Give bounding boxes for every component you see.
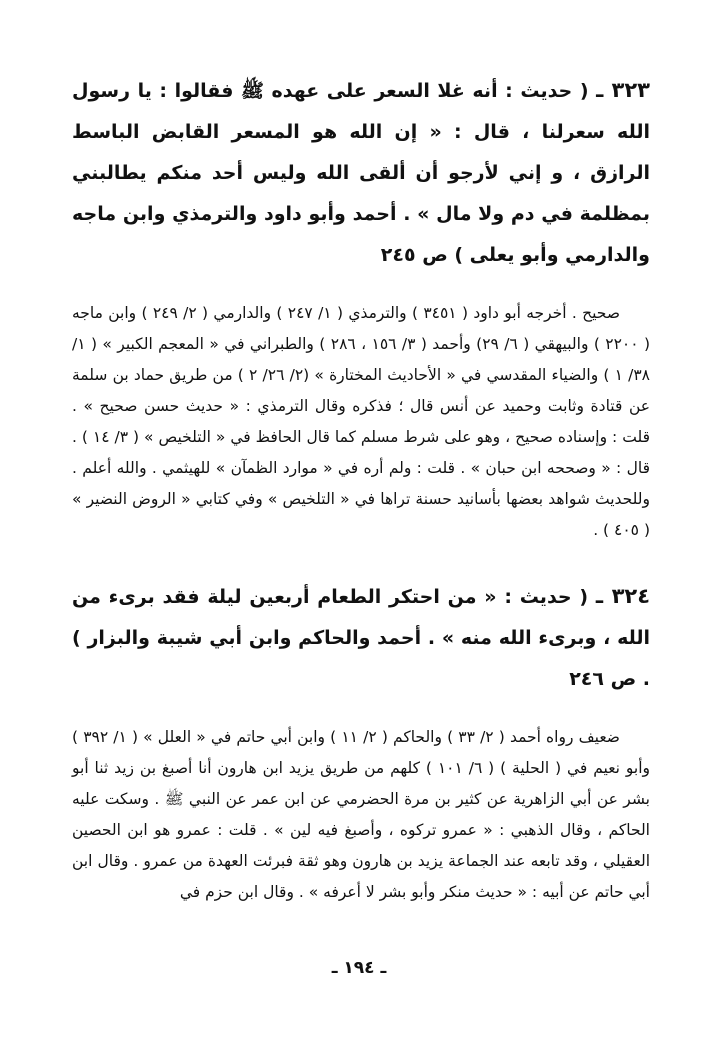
takhrij-324 [72, 722, 650, 908]
hadith-text: ( حديث : أنه غلا السعر على عهده ﷺ فقالوا : يا رسول الله سعرلنا ، قال : « إن الله هو المسعر القابض الباسط الرازق ، و إني لأرجو أن ألقى الله وليس أحد منكم يطالبني بمظلمة في دم ولا مال » . أحمد وأبو داود والترمذي وابن ماجه والدارمي وأبو يعلى ) ص ٢٤٥ [72, 80, 650, 266]
takhrij-text: رواه أحمد ( ٢/ ٣٣ ) والحاكم ( ٢/ ١١ ) وابن أبي حاتم في « العلل » ( ١/ ٣٩٢ ) وأبو نعيم في ( الحلية ) ( ٦/ ١٠١ ) كلهم من طريق يزيد ابن هارون أنا أصبغ بن زيد ثنا أبو بشر عن أبي الزاهرية عن كثير بن مرة الحضرمي عن ابن عمر عن النبي ﷺ . وسكت عليه الحاكم ، وقال الذهبي : « عمرو تركوه ، وأصبغ فيه لين » . قلت : عمرو هو ابن الحصين العقيلي ، وقد تابعه عند الجماعة يزيد بن هارون وهو ثقة فبرئت العهدة من عمرو . وقال ابن أبي حاتم عن أبيه : « حديث منكر وأبو بشر لا أعرفه » . وقال ابن حزم في [72, 728, 650, 901]
spacer [72, 276, 650, 298]
hadith-number: ٣٢٣ ـ [596, 78, 650, 102]
document-page [72, 70, 650, 908]
hadith-324 [72, 576, 650, 700]
hadith-grade: ضعيف [578, 728, 620, 746]
spacer [72, 700, 650, 722]
hadith-number: ٣٢٤ ـ [595, 584, 651, 608]
hadith-323 [72, 70, 650, 276]
spacer [72, 546, 650, 576]
hadith-grade: صحيح . [571, 304, 620, 322]
hadith-text: ( حديث : « من احتكر الطعام أربعين ليلة فقد برىء من الله ، وبرىء الله منه » . أحمد والحاكم وابن أبي شيبة والبزار ) . ص ٢٤٦ [72, 586, 650, 690]
takhrij-text: أخرجه أبو داود ( ٣٤٥١ ) والترمذي ( ١/ ٢٤٧ ) والدارمي ( ٢/ ٢٤٩ ) وابن ماجه ( ٢٢٠٠ ) والبيهقي ( ٦/ ٢٩) وأحمد ( ٣/ ١٥٦ ، ٢٨٦ ) والطبراني في « المعجم الكبير » ( ١/ ٣٨/ ١ ) والضياء المقدسي في « الأحاديث المختارة » (٢/ ٢٦/ ٢ ) من طريق حماد بن سلمة عن قتادة وثابت وحميد عن أنس قال ؛ فذكره وقال الترمذي : « حديث حسن صحيح » . قلت : وإسناده صحيح ، وهو على شرط مسلم كما قال الحافظ في « التلخيص » ( ٣/ ١٤ ) . قال : « وصححه ابن حبان » . قلت : ولم أره في « موارد الظمآن » للهيثمي . والله أعلم . وللحديث شواهد بعضها بأسانيد حسنة تراها في « التلخيص » وفي كتابي « الروض النضير » ( ٤٠٥ ) . [72, 304, 651, 539]
takhrij-323 [72, 298, 650, 546]
page-number: ـ ١٩٤ ـ [331, 958, 387, 978]
